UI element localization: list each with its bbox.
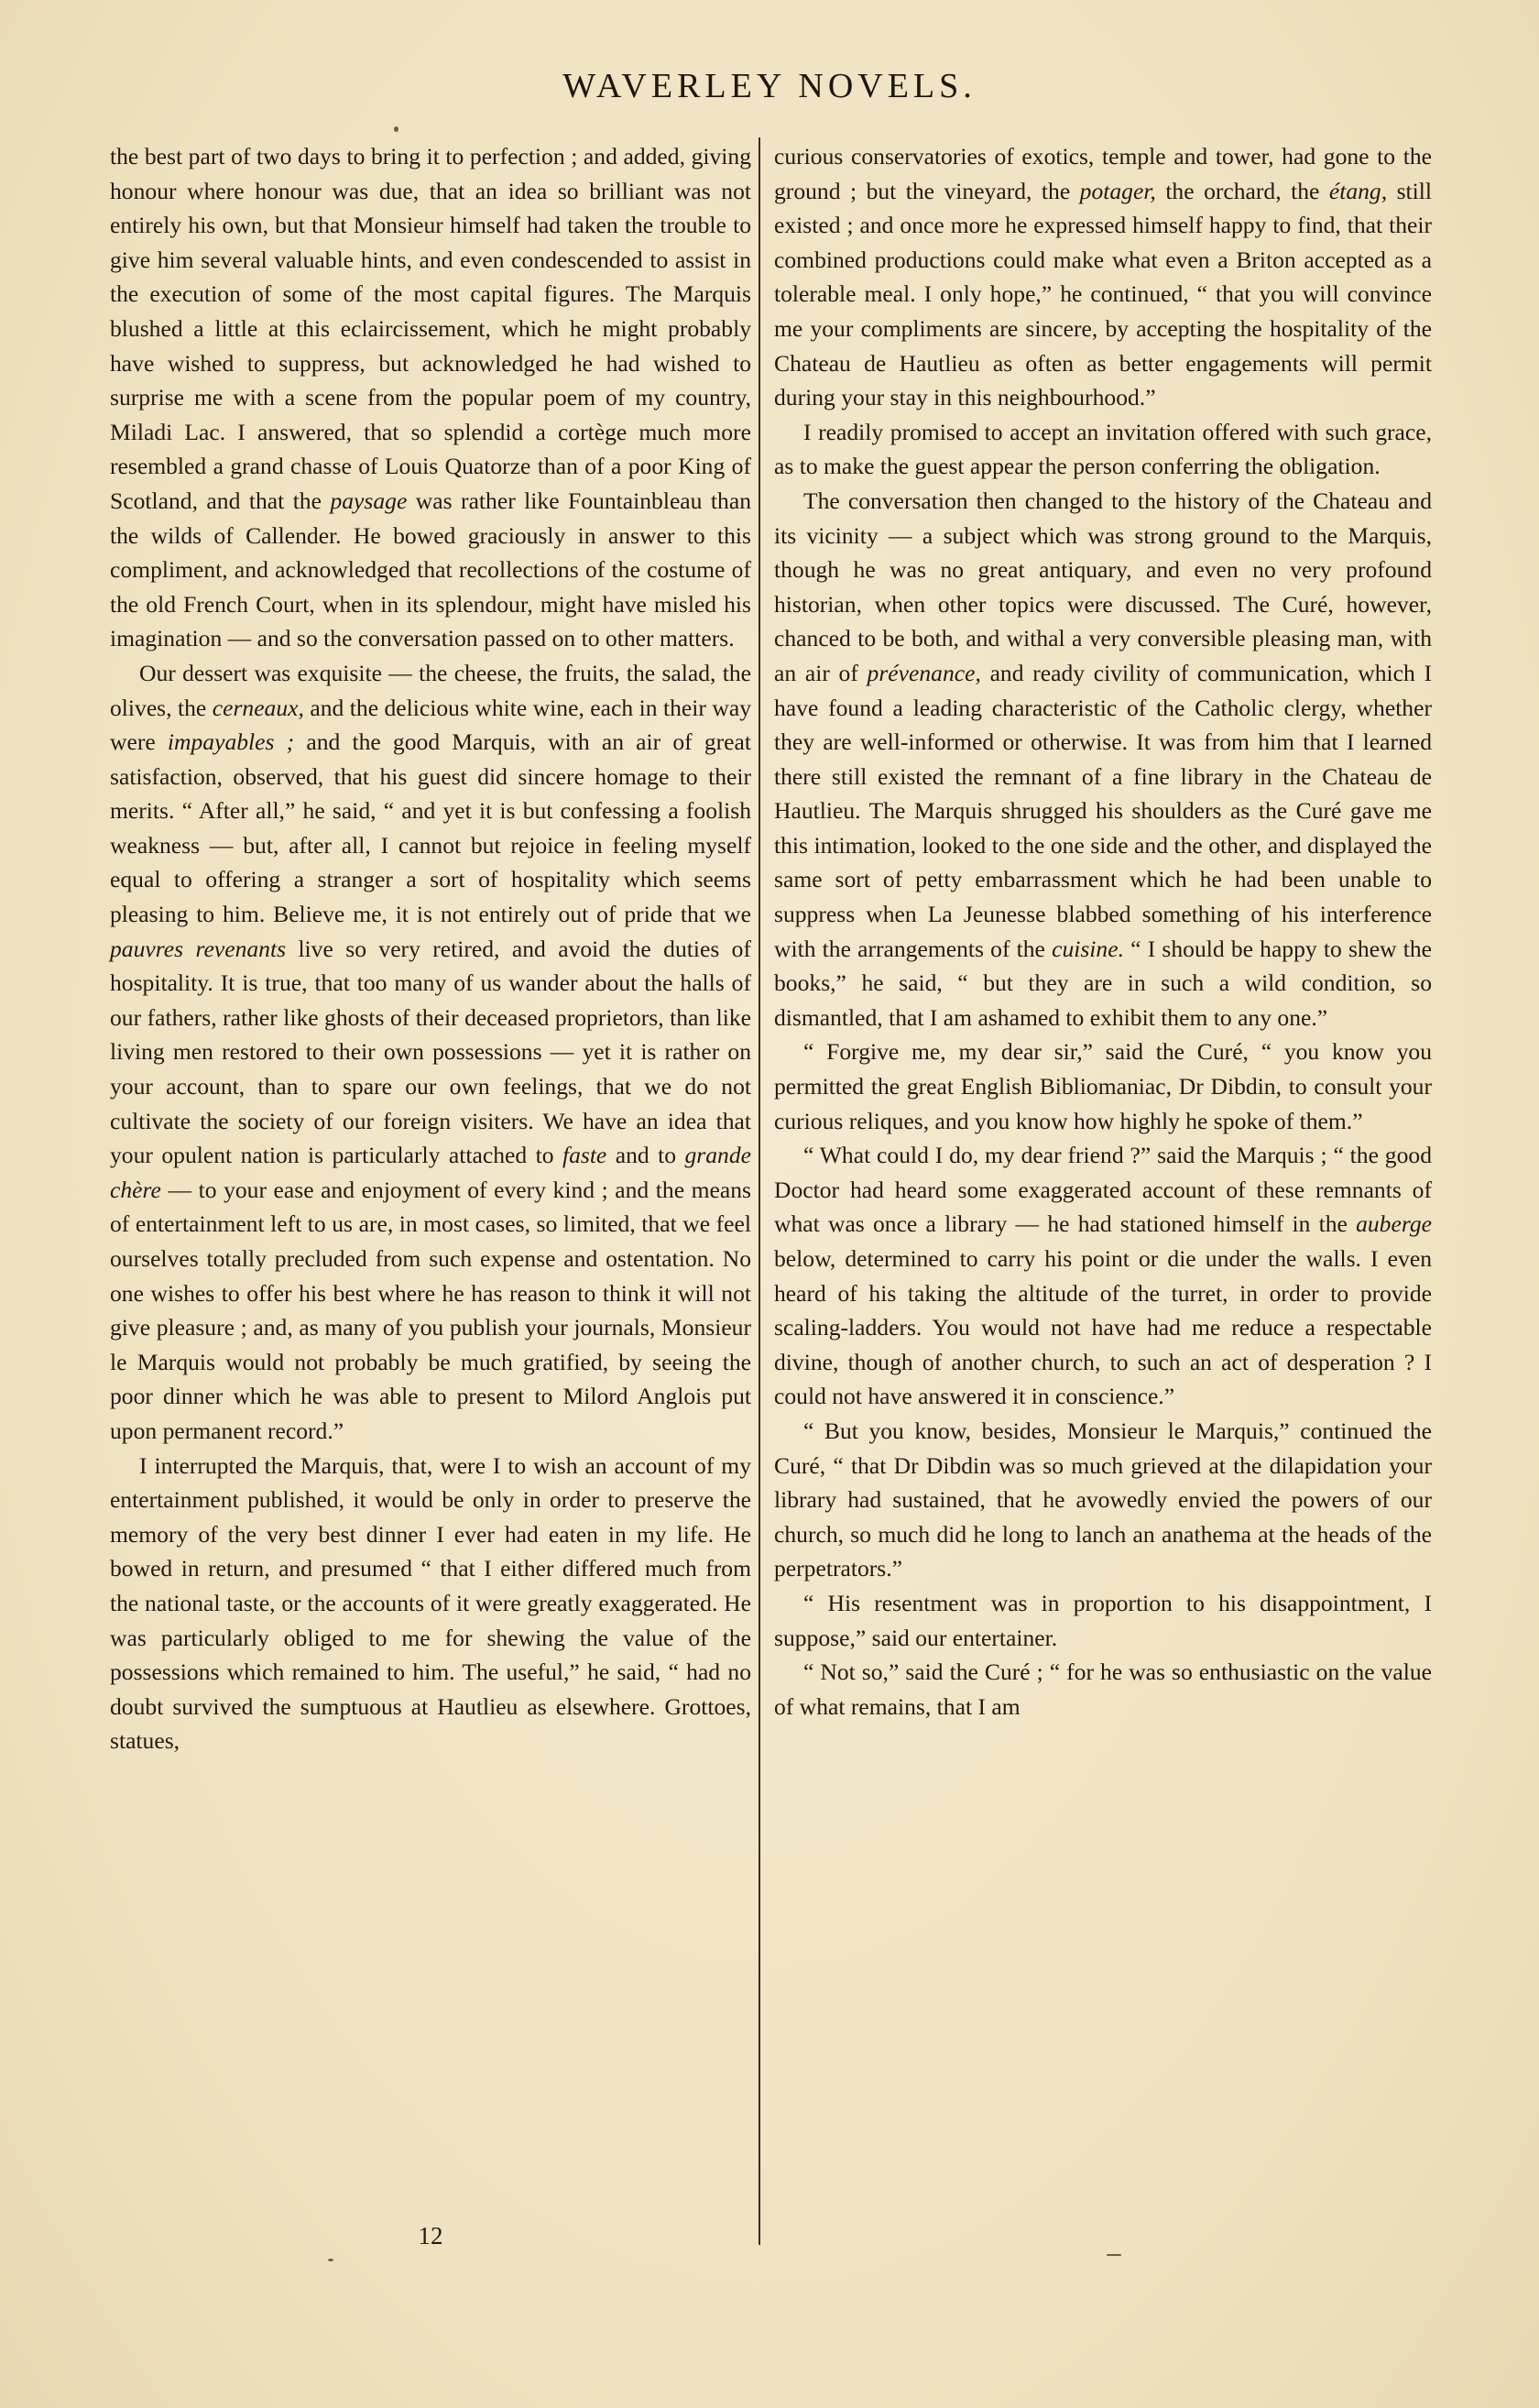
text-run: I readily promised to accept an invitation offered with such grace, as to make the guest appear the person conferring the obligation.	[774, 418, 1432, 480]
text-run: curious conservatories of exotics, temple and tower, had gone to the ground ; but the vineyard, the	[774, 143, 1432, 204]
text-run: — to your ease and enjoyment of every kind ; and the means of entertainment left to us are, in most cases, so limited, that we feel ourselves totally precluded from such expense and ostentation. No one wishes to offer his best where he has reason to think it will not give pleasure ; and, as many of you publish your journals, Monsieur le Marquis would not probably be much gratified, by seeing the poor dinner which he was able to present to Milord Anglois put upon permanent record.”	[110, 1176, 751, 1444]
paragraph	[774, 484, 1432, 1035]
text-run: “ Not so,” said the Curé ; “ for he was so enthusiastic on the value of what remains, that I am	[774, 1658, 1432, 1720]
column-divider	[759, 137, 760, 2245]
text-run: “ I should be happy to shew the books,” he said, “ but they are in such a wild condition, so dismantled, that I am ashamed to exhibit them to any one.”	[774, 935, 1432, 1031]
italic-text: prévenance,	[867, 659, 981, 686]
text-run: below, determined to carry his point or die under the walls. I even heard of his taking the altitude of the turret, in order to provide scaling-ladders. You would not have had me reduce a respectable divine, though of another church, to such an act of desperation ? I could not have answered it in conscience.”	[774, 1245, 1432, 1410]
paragraph	[774, 1586, 1432, 1655]
paragraph	[110, 1449, 751, 1758]
running-header: WAVERLEY NOVELS.	[562, 67, 977, 105]
right-column	[774, 139, 1432, 1724]
text-run: and the good Marquis, with an air of great satisfaction, observed, that his guest did sincere homage to their merits. “ After all,” he said, “ and yet it is but confessing a foolish weakness — but, after all, I cannot but rejoice in feeling myself equal to offering a stranger a sort of hospitality which seems pleasing to him. Believe me, it is not entirely out of pride that we	[110, 728, 751, 928]
paragraph	[110, 139, 751, 656]
text-run: and the delicious white wine, each in their way were	[110, 694, 751, 756]
italic-text: cuisine.	[1052, 935, 1124, 962]
paragraph	[774, 139, 1432, 415]
italic-text: auberge	[1356, 1210, 1432, 1238]
text-run: the best part of two days to bring it to perfection ; and added, giving honour where honour was due, that an idea so brilliant was not entirely his own, but that Monsieur himself had taken the trouble to give him several valuable hints, and even condescended to assist in the execution of some of the most capital figures. The Marquis blushed a little at this eclaircissement, which he might probably have wished to suppress, but acknowledged he had wished to surprise me with a scene from the popular poem of my country, Miladi Lac. I answered, that so splendid a cortège much more resembled a grand chasse of Louis Quatorze than of a poor King of Scotland, and that the	[110, 143, 751, 514]
italic-text: pauvres revenants	[110, 935, 287, 962]
paragraph	[774, 1655, 1432, 1724]
text-run: was rather like Fountainbleau than the wilds of Callender. He bowed graciously in answer to this compliment, and acknowledged that recollections of the costume of the old French Court, when in its splendour, might have misled his imagination — and so the conversation passed on to other matters.	[110, 487, 751, 652]
italic-text: paysage	[330, 487, 408, 514]
italic-text: grande chère	[110, 1142, 752, 1203]
page-number: 12	[418, 2222, 443, 2249]
paragraph	[774, 415, 1432, 484]
left-column	[110, 139, 751, 1758]
text-run: “ Forgive me, my dear sir,” said the Curé, “ you know you permitted the great English Bibliomaniac, Dr Dibdin, to consult your curious reliques, and you know how highly he spoke of them.”	[774, 1038, 1432, 1134]
ink-speck	[328, 2259, 333, 2261]
text-run: still existed ; and once more he expressed himself happy to find, that their combined productions could make what even a Briton accepted as a tolerable meal. I only hope,” he continued, “ that you will convince me your compliments are sincere, by accepting the hospitality of the Chateau de Hautlieu as often as better engagements will permit during your stay in this neighbourhood.”	[774, 177, 1432, 411]
italic-text: impayables ;	[167, 728, 295, 756]
text-run: and to	[606, 1142, 685, 1169]
italic-text: cerneaux,	[212, 694, 304, 721]
italic-text: potager,	[1079, 177, 1156, 204]
ink-speck	[1107, 2254, 1121, 2256]
italic-text: faste	[562, 1142, 607, 1169]
paragraph	[774, 1138, 1432, 1414]
text-run: The conversation then changed to the history of the Chateau and its vicinity — a subject which was strong ground to the Marquis, though he was no great antiquary, and even no very profound historian, when other topics were discussed. The Curé, however, chanced to be both, and withal a very conversible pleasing man, with an air of	[774, 487, 1432, 686]
italic-text: étang,	[1328, 177, 1388, 204]
text-run: and ready civility of communication, which I have found a leading characteristic of the Catholic clergy, whether they are well-informed or otherwise. It was from him that I learned there still existed the remnant of a fine library in the Chateau de Hautlieu. The Marquis shrugged his shoulders as the Curé gave me this intimation, looked to the one side and the other, and displayed the same sort of petty embarrassment which he had been unable to suppress when La Jeunesse blabbed something of his interference with the arrangements of the	[774, 659, 1432, 962]
paragraph	[774, 1034, 1432, 1138]
text-run: the orchard, the	[1155, 177, 1329, 204]
text-run: “ His resentment was in proportion to his disappointment, I suppose,” said our entertainer.	[774, 1589, 1432, 1651]
text-run: Our dessert was exquisite — the cheese, the fruits, the salad, the olives, the	[110, 659, 751, 721]
ink-speck	[394, 126, 398, 132]
paragraph	[110, 656, 751, 1449]
text-run: live so very retired, and avoid the duties of hospitality. It is true, that too many of us wander about the halls of our fathers, rather like ghosts of their deceased proprietors, than like living men restored to their own possessions — yet it is rather on your account, than to spare our own feelings, that we do not cultivate the society of our foreign visiters. We have an idea that your opulent nation is particularly attached to	[110, 935, 752, 1169]
text-run: I interrupted the Marquis, that, were I to wish an account of my entertainment published, it would be only in order to preserve the memory of the very best dinner I ever had eaten in my life. He bowed in return, and presumed “ that I either differed much from the national taste, or the accounts of it were greatly exaggerated. He was particularly obliged to me for shewing the value of the possessions which remained to him. The useful,” he said, “ had no doubt survived the sumptuous at Hautlieu as elsewhere. Grottoes, statues,	[110, 1451, 751, 1755]
text-run: “ What could I do, my dear friend ?” said the Marquis ; “ the good Doctor had heard some exaggerated account of these remnants of what was once a library — he had stationed himself in the	[774, 1142, 1432, 1238]
text-run: “ But you know, besides, Monsieur le Marquis,” continued the Curé, “ that Dr Dibdin was so much grieved at the dilapidation your library had sustained, that he avowedly envied the powers of our church, so much did he long to lanch an anathema at the heads of the perpetrators.”	[774, 1417, 1432, 1582]
paragraph	[774, 1414, 1432, 1586]
